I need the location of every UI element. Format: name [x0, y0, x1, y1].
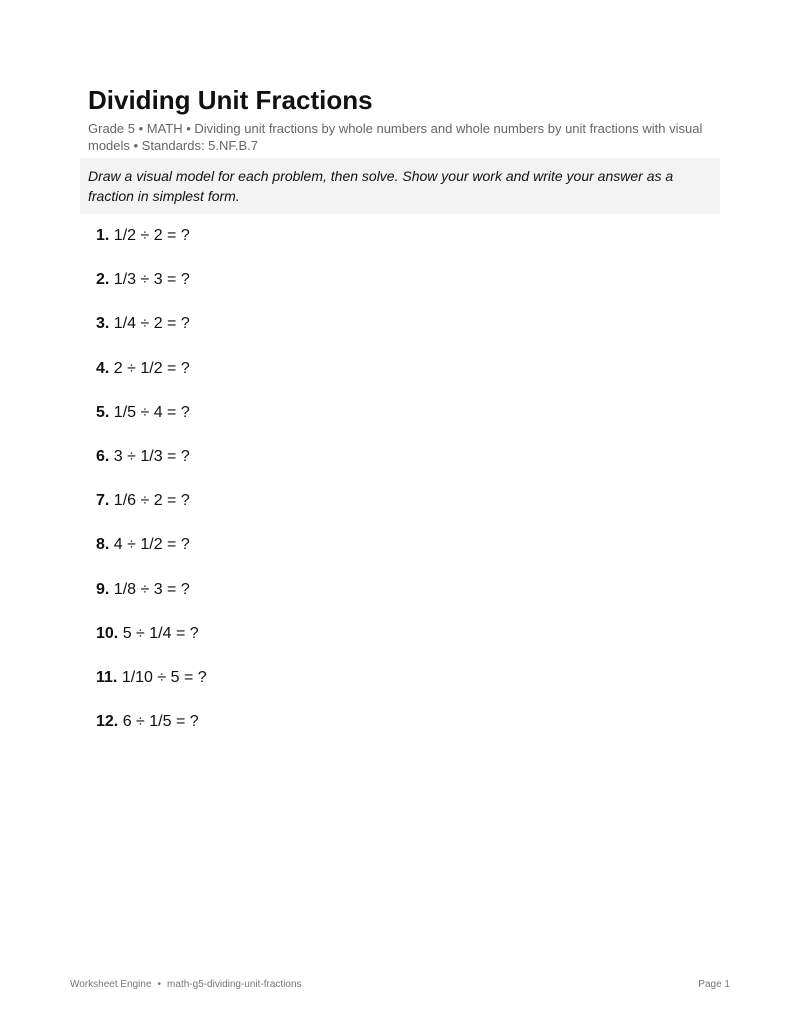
problem-number: 7.	[96, 492, 110, 510]
problem-number: 11.	[96, 668, 118, 686]
problem-number: 5.	[96, 403, 110, 421]
footer-source	[70, 978, 302, 992]
problem-item	[96, 270, 207, 314]
problem-item	[96, 580, 207, 624]
problem-item	[96, 314, 207, 358]
problem-text: 1/3 ÷ 3 = ?	[113, 271, 190, 289]
problem-text: 1/5 ÷ 4 = ?	[113, 403, 190, 421]
problem-text: 1/6 ÷ 2 = ?	[113, 492, 190, 510]
problem-item	[96, 712, 207, 756]
footer-page-number: Page 1	[698, 979, 730, 990]
worksheet-subtitle: Grade 5 • MATH • Dividing unit fractions by whole numbers and whole numbers by unit fractions with visual models • Standards: 5.NF.B.7	[88, 121, 703, 153]
problem-item	[96, 359, 207, 403]
problem-text: 1/8 ÷ 3 = ?	[113, 580, 190, 598]
problem-item	[96, 624, 207, 668]
problem-item	[96, 403, 207, 447]
problem-number: 6.	[96, 447, 110, 465]
problem-item	[96, 447, 207, 491]
problem-text: 3 ÷ 1/3 = ?	[113, 447, 190, 465]
problem-item	[96, 491, 207, 535]
instructions-box: Draw a visual model for each problem, then solve. Show your work and write your answer as a fraction in simplest form.	[80, 158, 720, 214]
problem-item	[96, 535, 207, 579]
problem-list	[96, 226, 207, 756]
problem-number: 2.	[96, 271, 110, 289]
worksheet-title: Dividing Unit Fractions	[88, 85, 373, 115]
problem-text: 1/4 ÷ 2 = ?	[113, 315, 190, 333]
problem-text: 5 ÷ 1/4 = ?	[122, 624, 199, 642]
problem-text: 4 ÷ 1/2 = ?	[113, 536, 190, 554]
problem-number: 12.	[96, 713, 119, 731]
problem-number: 10.	[96, 624, 119, 642]
problem-text: 2 ÷ 1/2 = ?	[113, 359, 190, 377]
footer-engine: Worksheet Engine	[70, 979, 152, 990]
footer-slug: math-g5-dividing-unit-fractions	[167, 979, 302, 990]
problem-number: 3.	[96, 315, 110, 333]
footer-separator: •	[157, 979, 162, 990]
problem-item	[96, 226, 207, 270]
problem-number: 4.	[96, 359, 110, 377]
problem-number: 1.	[96, 227, 110, 244]
problem-text: 6 ÷ 1/5 = ?	[122, 713, 199, 731]
problem-number: 9.	[96, 580, 110, 598]
problem-text: 1/2 ÷ 2 = ?	[113, 227, 190, 244]
problem-item	[96, 668, 207, 712]
problem-number: 8.	[96, 536, 110, 554]
problem-text: 1/10 ÷ 5 = ?	[121, 668, 207, 686]
